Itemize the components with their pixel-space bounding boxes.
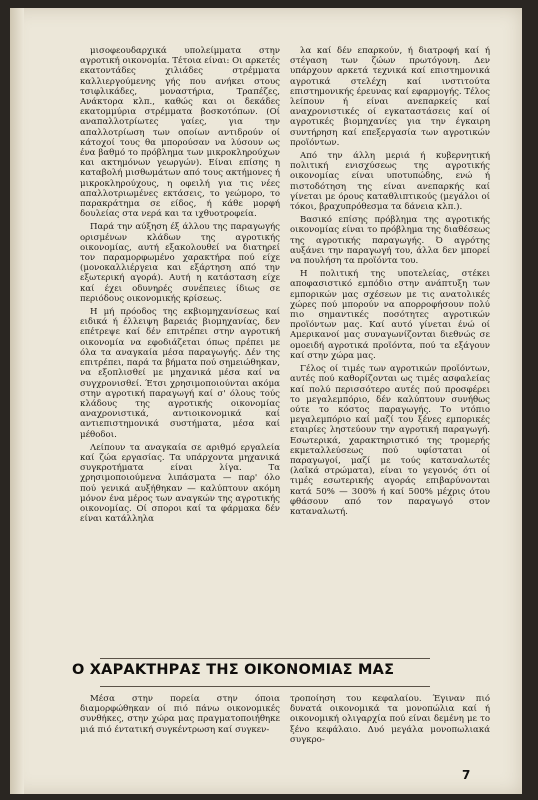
paragraph: Μέσα στην πορεία στην όποια διαμορφώθηκαν οί πιό πάνω οικονομικές συνθήκες, στην χώρα μας πραγματοποιήθηκε μιά πιό έντατική συγκέντρωση καί συγκεν- — [80, 694, 280, 735]
divider-bottom — [100, 686, 430, 687]
paragraph: Η μή πρόοδος της εκβιομηχανίσεως καί ειδικά ή έλλειψη βαρειάς βιομηχανίας, δεν επέτρεψε καί δέν επιτρέπει στην αγροτική οικονομία να εφοδιάζεται όπως πρέπει με όλα τα αναγκαία μέσα παραγωγής. Δέν της επιτρέπει, παρά τα βήματα πού σημειώθηκαν, να εξοπλισθεί με μηχανικά μέσα καί να συγχρονισθεί. Έτσι χρησιμοποιούνται ακόμα στην αγροτική παραγωγή καί σ' όλους τούς κλάδους της αγροτικής οικονομίας αναχρονιστικά, αντιοικονομικά καί αντιεπιστημονικά συστήματα, μέσα καί μέθοδοι. — [80, 307, 280, 440]
page-fold-shadow — [10, 8, 24, 794]
page-number: 7 — [462, 768, 471, 782]
divider-top — [100, 658, 430, 659]
book-page — [10, 8, 522, 794]
paragraph: Λείπουν τα αναγκαία σε αριθμό εργαλεία καί ζώα εργασίας. Τα υπάρχοντα μηχανικά συγκροτήματα είναι λίγα. Τα χρησιμοποιούμενα λιπάσματα — παρ' όλο πού γενικά αυξήθηκαν — καλύπτουν ακόμη μόνον ένα μέρος των αναγκών της αγροτικής οικονομίας. Οί σποροι καί τα φάρμακα δέν είναι κατάλληλα — [80, 442, 280, 525]
paragraph: Γέλος οί τιμές των αγροτικών προϊόντων, αυτές πού καθορίζονται ως τιμές ασφαλείας καί πολύ περισσότερο αυτές πού προσφέρει το μεγαλεμπόριο, δέν καλύπτουν συνήθως ούτε το κόστος παραγωγής. Το ντόπιο μεγαλεμπόριο καί μαζί του ξένες εμπορικές εταιρίες ληστεύουν την αγροτική παραγωγή. Εσωτερικά, χαρακτηριστικό της τρομερής εκμεταλλεύσεως πού υφίσταται οί παραγωγοί, μαζί με τούς καταναλωτές (λαϊκά στρώματα), είναι το γεγονός ότι οί τιμές εσωτερικής αγοράς επιβαρύνονται κατά 50% — 300% ή καί 500% μέχρις ότου φθάσουν από τον παραγωγό στον καταναλωτή. — [290, 364, 490, 517]
paragraph: Η πολιτική της υποτελείας, στέκει αποφασιστικό εμπόδιο στην ανάπτυξη των εμπορικών μας σχέσεων με τις ανατολικές χώρες πού μπορούν να απορροφήσουν πολύ πιο σημαντικές ποσότητες αγροτικών προϊόντων μας. Καί αυτό γίνεται ένώ οί Αμερικανοί μας συναγωνίζονται διεθνώς σε ομοειδή αγροτικά προϊόντα, πού τα εξάγουν καί στην χώρα μας. — [290, 269, 490, 361]
paragraph: τροποίηση του κεφαλαίου. Έγιναν πιό δυνατά οικονομικά τα μονοπώλια καί ή οικονομική ολιγαρχία πού είναι δεμένη με το ξένο κεφάλαιο. Δυό μεγάλα μονοπωλιακά συγκρο- — [290, 694, 490, 745]
text-column-right-bottom — [290, 694, 490, 764]
text-column-left — [80, 46, 280, 664]
paragraph: Παρά την αύξηση έξ άλλου της παραγωγής ορισμένων κλάδων της αγροτικής οικονομίας, αυτή εξακολουθεί να διατηρεί τον παραμορφωμένο χαρακτήρα πού είχε (μονοκαλλιέργεια και εξάρτηση από την εξωτερική αγορά). Αυτή η κατάσταση είχε καί έχει οδυνηρές συνέπειες ίδιως σε περιόδους οικονομικής κρίσεως. — [80, 222, 280, 304]
paragraph: λα καί δέν επαρκούν, ή διατροφή καί ή στέγαση των ζώων πρωτόγονη. Δεν υπάρχουν αρκετά τεχνικά καί επιστημονικά αγροτικά στελέχη καί ινστιτούτα επιστημονικής έρευνας καί εφαρμογής. Τέλος λείπουν ή είναι ανεπαρκείς καί αναχρονιστικές οί εγκαταστάσεις καί οί αγροτικές βιομηχανίες για την έγκαιρη συντήρηση καί επεξεργασία των αγροτικών προϊόντων. — [290, 46, 490, 148]
paragraph: Από την άλλη μεριά ή κυβερνητική πολιτική ενισχύσεως της αγροτικής οικονομίας είναι υποτυπώδης, ενώ ή πιστοδότηση της είναι ανεπαρκής καί γίνεται με όρους καταθλιπτικούς (μεγάλοι οί τόκοι, βραχυπρόθεσμα τα δάνεια κλπ.). — [290, 151, 490, 213]
paragraph: Βασικό επίσης πρόβλημα της αγροτικής οικονομίας είναι το πρόβλημα της διαθέσεως της αγροτικής παραγωγής. Ό αγρότης αυξάνει την παραγωγή του, άλλα δεν μπορεί να πουλήση τα προϊόντα του. — [290, 215, 490, 267]
text-column-right — [290, 46, 490, 664]
section-title: Ο ΧΑΡΑΚΤΗΡΑΣ ΤΗΣ ΟΙΚΟΝΟΜΙΑΣ ΜΑΣ — [72, 662, 395, 678]
text-column-left-bottom — [80, 694, 280, 764]
paragraph: μισοφεουδαρχικά υπολείμματα στην αγροτική οικονομία. Τέτοια είναι: Οι αρκετές εκατοντάδες χιλιάδες στρέμματα καλλιεργούμενης γής που ανήκει στους τσιφλικάδες, μοναστήρια, Τραπέζες, Ανάκτορα κλπ., καθώς και οι δεκάδες εκατομμύρια στρέμματα βοσκοτόπων. (Οί αναπαλλοτρίωτες γαίες, για την απαλλοτρίωση των οποίων αντιδρούν οί κάτοχοί τους θα μπορούσαν να λύσουν ως ένα βαθμό το πρόβλημα των μικροκληρούχων και ακτημόνων γεωργών). Είναι επίσης η καταβολή μισθωμάτων από τους ακτήμονες ή μικροκληρούχους, η οφειλή για τις νέες απαλλοτριωμένες εκτάσεις, το γεώμορο, το παρακράτημα σε είδος, ή κάθε μορφή δουλείας στα νερά και τα ιχθυοτροφεία. — [80, 46, 280, 220]
